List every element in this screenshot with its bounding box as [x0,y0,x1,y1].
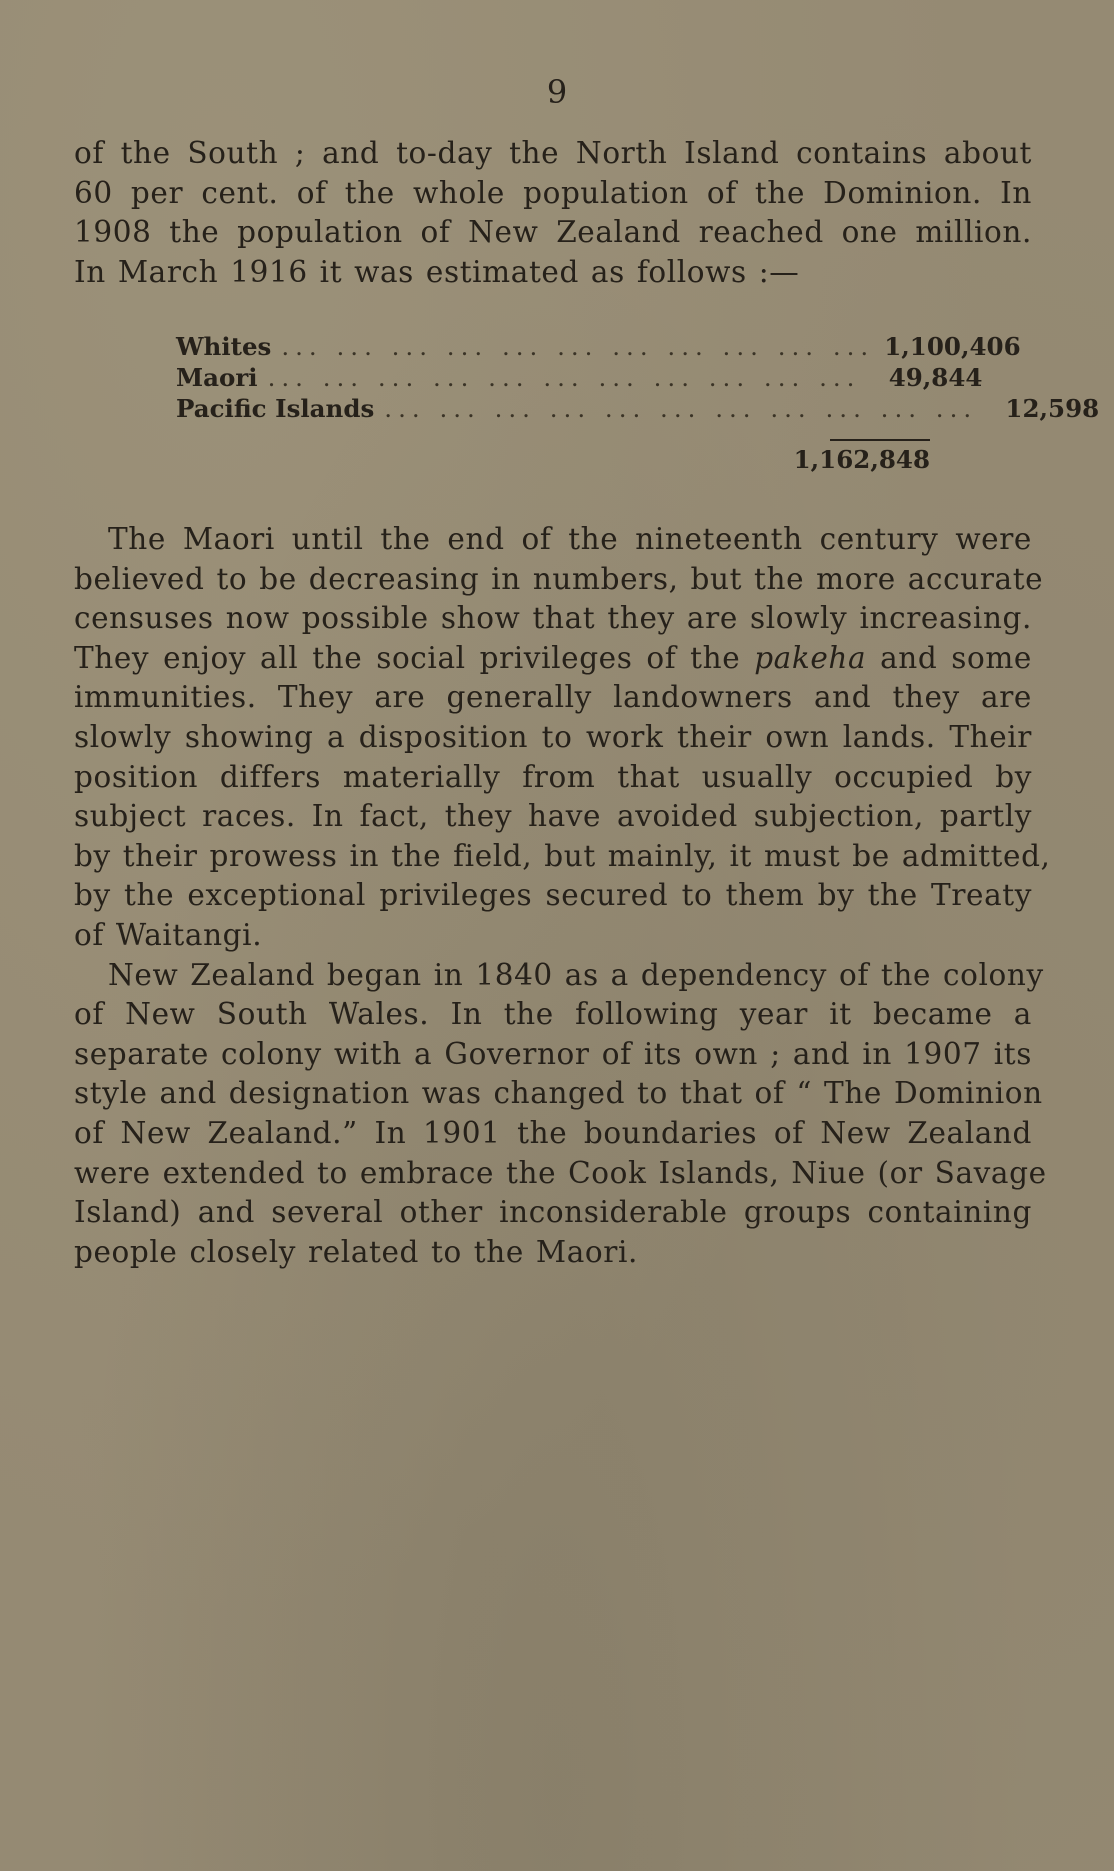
text-line: censuses now possible show that they are slowly increasing. [74,601,1032,636]
total-value: 1,162,848 [793,445,930,474]
text-line: people closely related to the Maori. [74,1234,638,1269]
page-number: 9 [546,73,568,111]
text-line: subject races. In fact, they have avoided subjection, partly [74,799,1032,834]
row-label: Whites [176,332,272,361]
italic-term: pakeha [754,640,867,675]
row-value: 49,844 [888,363,983,392]
text-line: of New Zealand.” In 1901 the boundaries of New Zealand [74,1115,1032,1150]
text-line: by their prowess in the field, but mainly, it must be admitted, [74,838,1051,873]
text-line: slowly showing a disposition to work their own lands. Their [74,719,1032,754]
text-line: were extended to embrace the Cook Islands, Niue (or Savage [74,1155,1047,1190]
dot-leader: ... ... ... ... ... ... ... ... ... ... ... [384,394,978,423]
population-table [176,332,1100,479]
table-row [176,363,983,394]
text-line: believed to be decreasing in numbers, but the more accurate [74,561,1044,596]
row-label: Pacific Islands [176,394,375,423]
table-row [176,394,1100,425]
text-line: 60 per cent. of the whole population of the Dominion. In [74,175,1032,210]
total-rule [830,439,930,441]
text-line: of Waitangi. [74,917,263,952]
text-line: of New South Wales. In the following year it became a [74,997,1032,1032]
text-line: separate colony with a Governor of its own ; and in 1907 its [74,1036,1032,1071]
intro-paragraph [74,134,1032,292]
text-line: 1908 the population of New Zealand reached one million. [74,215,1032,250]
text-line: immunities. They are generally landowners and they are [74,680,1032,715]
text-line: Island) and several other inconsiderable groups containing [74,1195,1032,1230]
row-value: 12,598 [1005,394,1100,423]
text-line: style and designation was changed to that of “ The Dominion [74,1076,1043,1111]
text-line: by the exceptional privileges secured to them by the Treaty [74,878,1032,913]
dot-leader: ... ... ... ... ... ... ... ... ... ... ... [281,332,875,361]
table-total [176,445,930,479]
text-line: position differs materially from that usually occupied by [74,759,1032,794]
row-label: Maori [176,363,258,392]
table-row [176,332,1021,363]
text-line: of the South ; and to-day the North Island contains about [74,136,1032,170]
body-text [74,520,1051,1272]
text-line: They enjoy all the social privileges of the pakeha and some [74,640,1032,675]
row-value: 1,100,406 [884,332,1021,361]
text-line: New Zealand began in 1840 as a dependency of the colony [108,957,1044,992]
dot-leader: ... ... ... ... ... ... ... ... ... ... ... [267,363,861,392]
text-line: The Maori until the end of the nineteenth century were [108,522,1032,556]
text-line: In March 1916 it was estimated as follows :— [74,254,800,289]
